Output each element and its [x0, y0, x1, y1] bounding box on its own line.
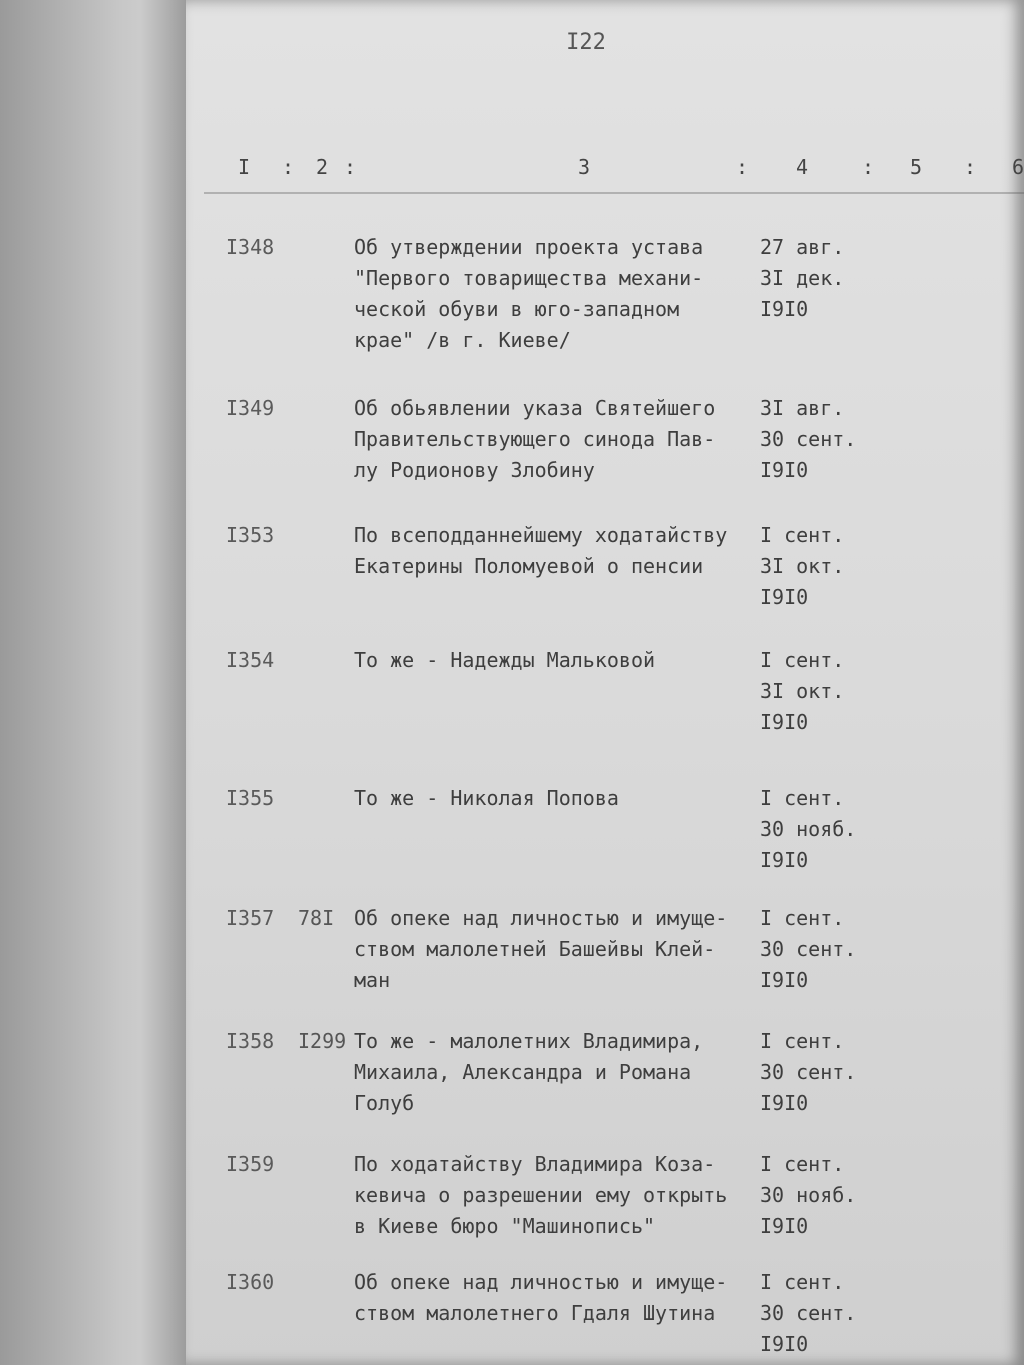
entry-number: I360 [226, 1270, 275, 1294]
column-separator: : [736, 155, 749, 179]
entry-number: I355 [226, 786, 275, 810]
header-divider [204, 192, 1024, 194]
column-header-6: 6 [1012, 155, 1024, 179]
entry-number: I353 [226, 523, 275, 547]
column-separator: : [964, 155, 977, 179]
entry-title: Об опеке над личностью и имуще- ством малолетнего Гдаля Шутина [354, 1270, 728, 1325]
entry-dates: I сент. 3I окт. I9I0 [760, 648, 845, 734]
entry-title: Об опеке над личностью и имуще- ством малолетней Башейвы Клей- ман [354, 906, 728, 992]
entry-number: I359 [226, 1152, 275, 1176]
column-header-2: 2 [316, 155, 329, 179]
entry-title: То же - Николая Попова [354, 786, 619, 810]
entry-title: По ходатайству Владимира Коза- кевича о разрешении ему открыть в Киеве бюро "Машинопись" [354, 1152, 728, 1238]
column-header-5: 5 [910, 155, 923, 179]
entry-reference: 78I [298, 906, 335, 930]
column-separator: : [282, 155, 295, 179]
column-header-row [186, 155, 1024, 195]
entry-number: I357 [226, 906, 275, 930]
column-separator: : [862, 155, 875, 179]
entry-number: I354 [226, 648, 275, 672]
entry-title: Об обьявлении указа Святейшего Правительствующего синода Пав- лу Родионову Злобину [354, 396, 716, 482]
entry-dates: 27 авг. 3I дек. I9I0 [760, 235, 845, 321]
column-header-4: 4 [796, 155, 809, 179]
column-separator: : [344, 155, 357, 179]
page-fold-shadow [0, 0, 200, 1365]
entry-title: То же - Надежды Мальковой [354, 648, 656, 672]
column-header-3: 3 [578, 155, 591, 179]
entry-number: I349 [226, 396, 275, 420]
document-page [186, 0, 1024, 1365]
entry-dates: I сент. 30 сент. I9I0 [760, 1029, 857, 1115]
page-number: I22 [566, 30, 606, 55]
entry-number: I358 [226, 1029, 275, 1053]
entry-dates: 3I авг. 30 сент. I9I0 [760, 396, 857, 482]
entry-reference: I299 [298, 1029, 347, 1053]
entry-dates: I сент. 30 сент. I9I0 [760, 1270, 857, 1356]
entry-dates: I сент. 30 нояб. I9I0 [760, 786, 857, 872]
entry-title: Об утверждении проекта устава "Первого товарищества механи- ческой обуви в юго-западном крае" /в г. Киеве/ [354, 235, 704, 352]
column-header-1: I [238, 155, 251, 179]
entry-dates: I сент. 30 нояб. I9I0 [760, 1152, 857, 1238]
entry-dates: I сент. 30 сент. I9I0 [760, 906, 857, 992]
entry-number: I348 [226, 235, 275, 259]
entry-title: По всеподданнейшему ходатайству Екатерины Поломуевой о пенсии [354, 523, 728, 578]
entry-title: То же - малолетних Владимира, Михаила, Александра и Романа Голуб [354, 1029, 704, 1115]
entry-dates: I сент. 3I окт. I9I0 [760, 523, 845, 609]
